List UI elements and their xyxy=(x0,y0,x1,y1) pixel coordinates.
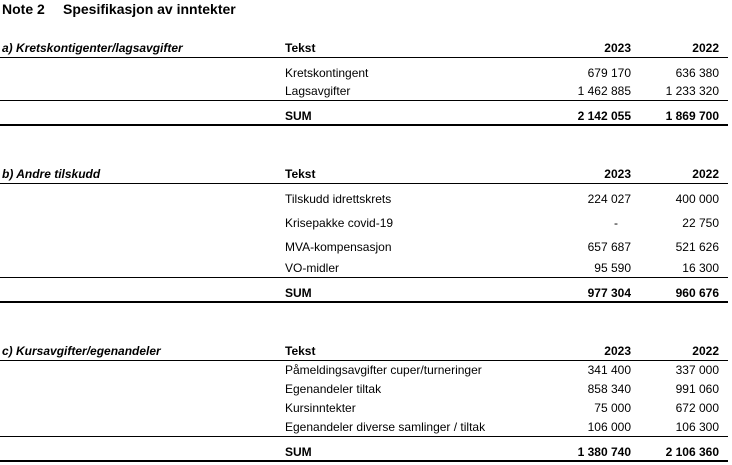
row-value-2022: 16 300 xyxy=(682,261,719,275)
row-value-2023: 1 462 885 xyxy=(577,84,631,98)
note-number: Note 2 xyxy=(2,1,45,17)
row-label: Egenandeler diverse samlinger / tiltak xyxy=(285,420,486,434)
sum-label: SUM xyxy=(285,286,312,300)
sum-rule xyxy=(0,124,728,126)
sum-value-2023: 1 380 740 xyxy=(577,445,631,459)
row-value-2023: 224 027 xyxy=(587,192,631,206)
row-label: Tilskudd idrettskrets xyxy=(285,192,392,206)
sum-label: SUM xyxy=(285,445,312,459)
row-value-2022: 672 000 xyxy=(675,401,719,415)
header-rule xyxy=(0,360,728,361)
row-value-2022: 991 060 xyxy=(675,382,719,396)
note-title xyxy=(2,1,236,17)
sum-label: SUM xyxy=(285,109,312,123)
column-header-2023: 2023 xyxy=(604,167,631,181)
column-header-text: Tekst xyxy=(285,41,316,55)
column-header-2023: 2023 xyxy=(604,41,631,55)
section-title: b) Andre tilskudd xyxy=(2,167,101,181)
rows-rule xyxy=(0,277,728,278)
rows-rule xyxy=(0,100,728,101)
row-label: Kursinntekter xyxy=(285,401,356,415)
row-label: Egenandeler tiltak xyxy=(285,382,382,396)
note-heading: Spesifikasjon av inntekter xyxy=(63,1,236,17)
row-value-2023: 679 170 xyxy=(587,66,631,80)
row-value-2023: 858 340 xyxy=(587,382,631,396)
sum-rule xyxy=(0,301,728,303)
section-title: a) Kretskontigenter/lagsavgifter xyxy=(2,41,183,55)
column-header-text: Tekst xyxy=(285,167,316,181)
row-value-2022: 1 233 320 xyxy=(665,84,719,98)
header-rule xyxy=(0,57,728,58)
row-value-2022: 106 300 xyxy=(675,420,719,434)
row-value-2022: 22 750 xyxy=(682,216,719,230)
row-value-2022: 636 380 xyxy=(675,66,719,80)
row-value-2022: 400 000 xyxy=(675,192,719,206)
column-header-2022: 2022 xyxy=(692,344,719,358)
rows-rule xyxy=(0,436,728,437)
row-label: Kretskontingent xyxy=(285,66,369,80)
row-value-2022: 337 000 xyxy=(675,363,719,377)
row-value-2023: 106 000 xyxy=(587,420,631,434)
row-label: VO-midler xyxy=(285,261,340,275)
row-value-2023: - xyxy=(614,216,618,230)
column-header-2022: 2022 xyxy=(692,167,719,181)
row-value-2022: 521 626 xyxy=(675,240,719,254)
row-value-2023: 75 000 xyxy=(594,401,631,415)
sum-value-2022: 960 676 xyxy=(675,286,719,300)
header-rule xyxy=(0,183,728,184)
sum-value-2022: 2 106 360 xyxy=(665,445,719,459)
sum-value-2022: 1 869 700 xyxy=(665,109,719,123)
column-header-text: Tekst xyxy=(285,344,316,358)
row-value-2023: 95 590 xyxy=(594,261,631,275)
column-header-2023: 2023 xyxy=(604,344,631,358)
row-label: Krisepakke covid-19 xyxy=(285,216,394,230)
sum-rule xyxy=(0,460,728,462)
sum-value-2023: 2 142 055 xyxy=(577,109,631,123)
row-label: Lagsavgifter xyxy=(285,84,351,98)
row-value-2023: 657 687 xyxy=(587,240,631,254)
column-header-2022: 2022 xyxy=(692,41,719,55)
row-label: Påmeldingsavgifter cuper/turneringer xyxy=(285,363,482,377)
section-title: c) Kursavgifter/egenandeler xyxy=(2,344,161,358)
sum-value-2023: 977 304 xyxy=(587,286,631,300)
row-value-2023: 341 400 xyxy=(587,363,631,377)
row-label: MVA-kompensasjon xyxy=(285,240,392,254)
